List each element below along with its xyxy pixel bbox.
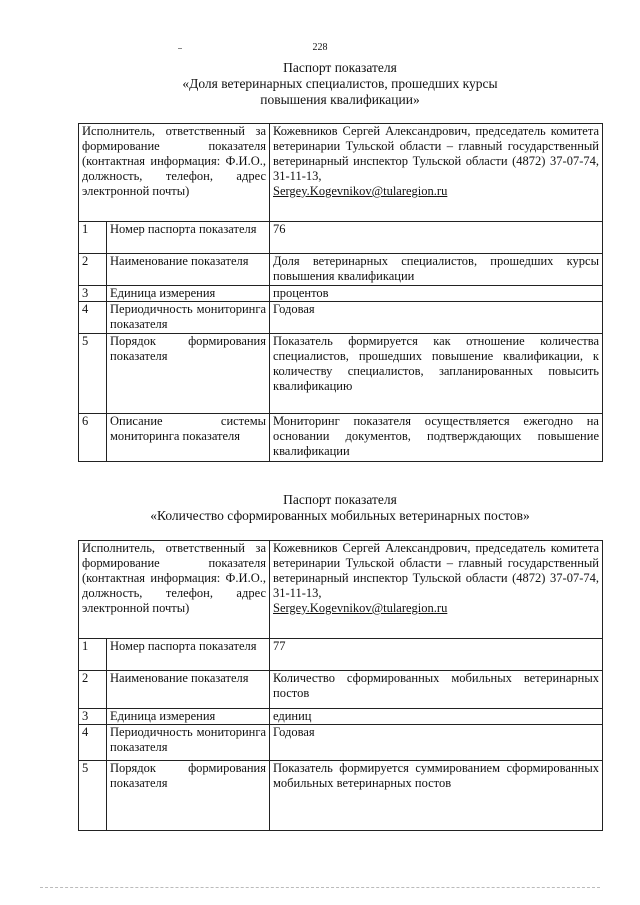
heading-line: Паспорт показателя [283, 60, 397, 75]
row-number: 3 [79, 286, 107, 302]
row-number: 1 [79, 222, 107, 254]
row-number: 4 [79, 725, 107, 761]
table-row [79, 302, 603, 334]
row-value: Количество сформированных мобильных ветеринарных постов [270, 671, 603, 709]
row-label: Номер паспорта показателя [107, 639, 270, 671]
row-label: Единица измерения [107, 286, 270, 302]
executor-label: Исполнитель, ответственный за формирование показателя (контактная информация: Ф.И.О., должность, телефон, адрес электронной почты) [79, 124, 270, 222]
executor-label: Исполнитель, ответственный за формирование показателя (контактная информация: Ф.И.О., должность, телефон, адрес электронной почты) [79, 541, 270, 639]
row-label: Наименование показателя [107, 671, 270, 709]
row-label: Номер паспорта показателя [107, 222, 270, 254]
row-value: 76 [270, 222, 603, 254]
table-row [79, 709, 603, 725]
row-value: Годовая [270, 302, 603, 334]
page-number: 228 [312, 42, 328, 53]
row-value: единиц [270, 709, 603, 725]
scan-edge-line [40, 887, 600, 888]
table-row [79, 286, 603, 302]
executor-value [270, 124, 603, 222]
passport-heading [70, 492, 610, 524]
row-value: Годовая [270, 725, 603, 761]
table-row [79, 541, 603, 639]
table-row [79, 639, 603, 671]
heading-line: «Доля ветеринарных специалистов, прошедших курсы [182, 76, 498, 91]
executor-email[interactable]: Sergey.Kogevnikov@tularegion.ru [273, 601, 448, 615]
row-number: 5 [79, 334, 107, 414]
table-row [79, 334, 603, 414]
table-row [79, 124, 603, 222]
table-row [79, 671, 603, 709]
heading-line: «Количество сформированных мобильных ветеринарных постов» [150, 508, 530, 523]
table-row [79, 761, 603, 831]
row-value: Доля ветеринарных специалистов, прошедших курсы повышения квалификации [270, 254, 603, 286]
heading-line: Паспорт показателя [283, 492, 397, 507]
row-label: Периодичность мониторинга показателя [107, 725, 270, 761]
row-number: 4 [79, 302, 107, 334]
row-label: Единица измерения [107, 709, 270, 725]
passport-table [78, 540, 603, 831]
row-number: 2 [79, 671, 107, 709]
row-value: Мониторинг показателя осуществляется ежегодно на основании документов, подтверждающих повышение квалификации [270, 414, 603, 462]
executor-text: Кожевников Сергей Александрович, председатель комитета ветеринарии Тульской области – главный государственный ветеринарный инспектор Тульской области (4872) 37-07-74, 31-11-13, [273, 124, 599, 183]
row-label: Порядок формирования показателя [107, 761, 270, 831]
row-value: 77 [270, 639, 603, 671]
table-row [79, 725, 603, 761]
passport-table [78, 123, 603, 462]
row-number: 1 [79, 639, 107, 671]
row-number: 3 [79, 709, 107, 725]
row-number: 5 [79, 761, 107, 831]
row-number: 2 [79, 254, 107, 286]
passport-heading [70, 60, 610, 108]
table-row [79, 414, 603, 462]
row-label: Описание системы мониторинга показателя [107, 414, 270, 462]
executor-email[interactable]: Sergey.Kogevnikov@tularegion.ru [273, 184, 448, 198]
row-label: Наименование показателя [107, 254, 270, 286]
executor-value [270, 541, 603, 639]
row-value: Показатель формируется суммированием сформированных мобильных ветеринарных постов [270, 761, 603, 831]
row-label: Периодичность мониторинга показателя [107, 302, 270, 334]
executor-text: Кожевников Сергей Александрович, председатель комитета ветеринарии Тульской области – главный государственный ветеринарный инспектор Тульской области (4872) 37-07-74, 31-11-13, [273, 541, 599, 600]
row-number: 6 [79, 414, 107, 462]
table-row [79, 222, 603, 254]
row-value: процентов [270, 286, 603, 302]
table-row [79, 254, 603, 286]
row-label: Порядок формирования показателя [107, 334, 270, 414]
row-value: Показатель формируется как отношение количества специалистов, прошедших повышение квалификации, к количеству специалистов, запланированных повысить квалификацию [270, 334, 603, 414]
heading-line: повышения квалификации» [260, 92, 420, 107]
